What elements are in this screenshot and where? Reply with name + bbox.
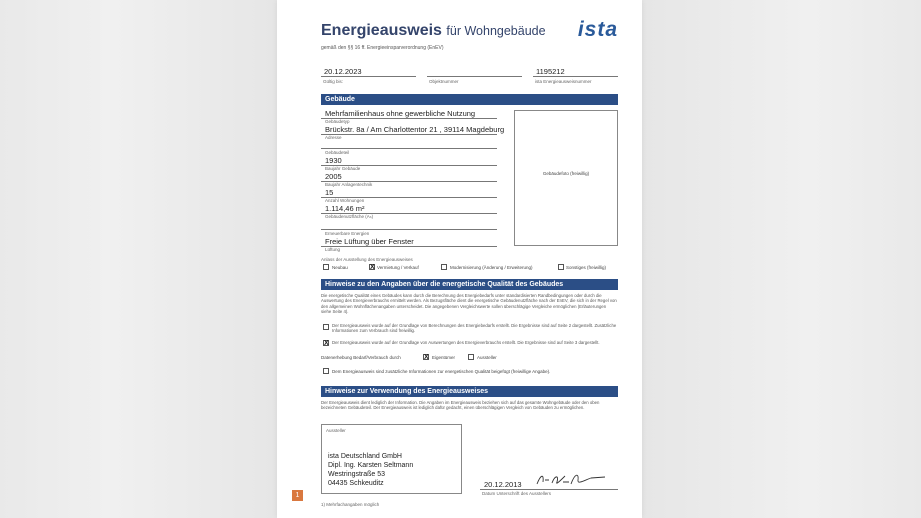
signature-label: Datum Unterschrift des Ausstellers [482,491,552,496]
document-title [321,22,546,40]
floor-area-label: Gebäudenutzfläche (Aₙ) [325,214,374,219]
building-photo-text: Gebäudefoto (freiwillig) [542,171,590,176]
section-header-gebaeude: Gebäude [321,94,618,105]
units-label: Anzahl Wohnungen [325,198,365,203]
additional-info-checkbox[interactable] [323,368,329,374]
reason-new-building-label: Neubau [332,265,348,270]
underline [533,76,618,77]
signature-date: 20.12.2013 [484,480,522,489]
issuer-line-company: ista Deutschland GmbH [328,453,402,460]
construction-year-label: Baujahr Gebäude [325,166,361,171]
valid-until-label: Gültig bis: [323,79,344,84]
plant-year-value: 2005 [325,172,342,181]
option-consumption-checkbox[interactable]: X [324,340,329,347]
renewable-energy-label: Erneuerbare Energien [325,231,370,236]
underline [321,76,416,77]
title-main: Energieausweis [321,22,442,39]
issuer-box [321,424,462,494]
hinweise-paragraph: Die energetische Qualität eines Gebäudes kann durch die Berechnung des Energiebedarfs unter standardisierten Randbedingungen oder durch die Auswertung des Energieverbrauchs ermittelt werden. Als Bezugsfläche dient die energetische Gebäudenutzfläche nach der EnEV, die sich in der Regel von den allgemeinen Wohnflächenangaben unterscheidet. Die angegebenen Vergleichswerte sollen überschlägige Vergleiche ermöglichen (Erläuterungen siehe Seite 4). [321,293,617,315]
data-collection-label: Datenerhebung Bedarf/Verbrauch durch [321,355,401,360]
issuer-line-name: Dipl. Ing. Karsten Seltmann [328,462,414,469]
section-header-hinweise: Hinweise zu den Angaben über die energetische Qualität des Gebäudes [321,279,618,290]
page-number: 1 [292,490,303,501]
background-left [0,0,277,518]
footnote: 1) Mehrfachangaben möglich [321,502,380,507]
ventilation-value: Freie Lüftung über Fenster [325,237,414,246]
signature-image [535,470,609,488]
underline [321,246,497,247]
floor-area-value: 1.114,46 m² [325,204,365,213]
building-type-value: Mehrfamilienhaus ohne gewerbliche Nutzung [325,109,476,118]
owner-label: Eigentümer [432,355,456,360]
reason-rental-sale-checkbox[interactable]: X [370,264,375,271]
reason-new-building-checkbox[interactable] [323,264,329,270]
title-sub: für Wohngebäude [446,24,546,38]
address-value: Brückstr. 8a / Am Charlottentor 21 , 39114 Magdeburg [325,125,505,134]
verwendung-paragraph: Der Energieausweis dient lediglich der Information. Die Angaben im Energieausweis beziehen sich auf das gesamte Wohngebäude oder den oben bezeichneten Gebäudeteil. Der Energieausweis ist lediglich dafür gedacht, einen überschlägigen Vergleich von Gebäuden zu ermöglichen. [321,400,600,411]
underline [427,76,522,77]
building-part-label: Gebäudeteil [325,150,350,155]
units-value: 15 [325,188,334,197]
certificate-number: 1195212 [536,67,565,76]
reason-other-checkbox[interactable] [558,264,564,270]
valid-until-date: 20.12.2023 [324,67,362,76]
ista-logo: ista [577,18,618,41]
construction-year-value: 1930 [325,156,342,165]
option-demand-checkbox[interactable] [323,324,329,330]
underline [321,134,497,135]
object-number-label: Objektnummer [429,79,459,84]
issuer-box-label: Aussteller [326,428,346,433]
reason-rental-sale-label: Vermietung / Verkauf [377,265,419,270]
issuer-line-street: Westringstraße 53 [328,471,386,478]
issuer-line-city: 04435 Schkeuditz [328,480,384,487]
reason-modernization-checkbox[interactable] [441,264,447,270]
reason-other-label: Sonstiges (freiwillig) [566,265,607,270]
plant-year-label: Baujahr Anlagentechnik [325,182,373,187]
ventilation-label: Lüftung [325,247,341,252]
additional-info-text: Dem Energieausweis sind zusätzliche Informationen zur energetischen Qualität beigefügt (freiwillige Angabe). [332,369,551,374]
option-demand-text: Der Energieausweis wurde auf der Grundlage von Berechnungen des Energiebedarfs erstellt. Die Ergebnisse sind auf Seite 2 dargestellt. Zusätzliche Informationen zum Verbrauch sind freiwillig. [332,323,617,334]
reason-modernization-label: Modernisierung (Änderung / Erweiterung) [450,265,533,270]
issue-reason-label: Anlass der Ausstellung des Energieausweises [321,257,413,262]
certificate-number-label: ista Energieausweisnummer [535,79,592,84]
issuer-checkbox[interactable] [468,354,474,360]
building-photo-box [514,110,618,246]
background-right [642,0,921,518]
issuer-collection-label: Aussteller [477,355,497,360]
underline [321,229,497,230]
issuer-address [328,452,413,488]
document-subtitle: gemäß den §§ 16 ff. Energieeinsparverordnung (EnEV) [321,45,444,51]
option-consumption-text: Der Energieausweis wurde auf der Grundlage von Auswertungen des Energieverbrauchs erstellt. Die Ergebnisse sind auf Seite 3 dargestellt. [332,340,600,345]
address-label: Adresse [325,135,342,140]
section-header-verwendung: Hinweise zur Verwendung des Energieausweises [321,386,618,397]
underline [321,148,497,149]
document-page [277,0,642,518]
building-type-label: Gebäudetyp [325,119,350,124]
owner-checkbox[interactable]: X [424,354,429,361]
signature-line [480,489,618,490]
